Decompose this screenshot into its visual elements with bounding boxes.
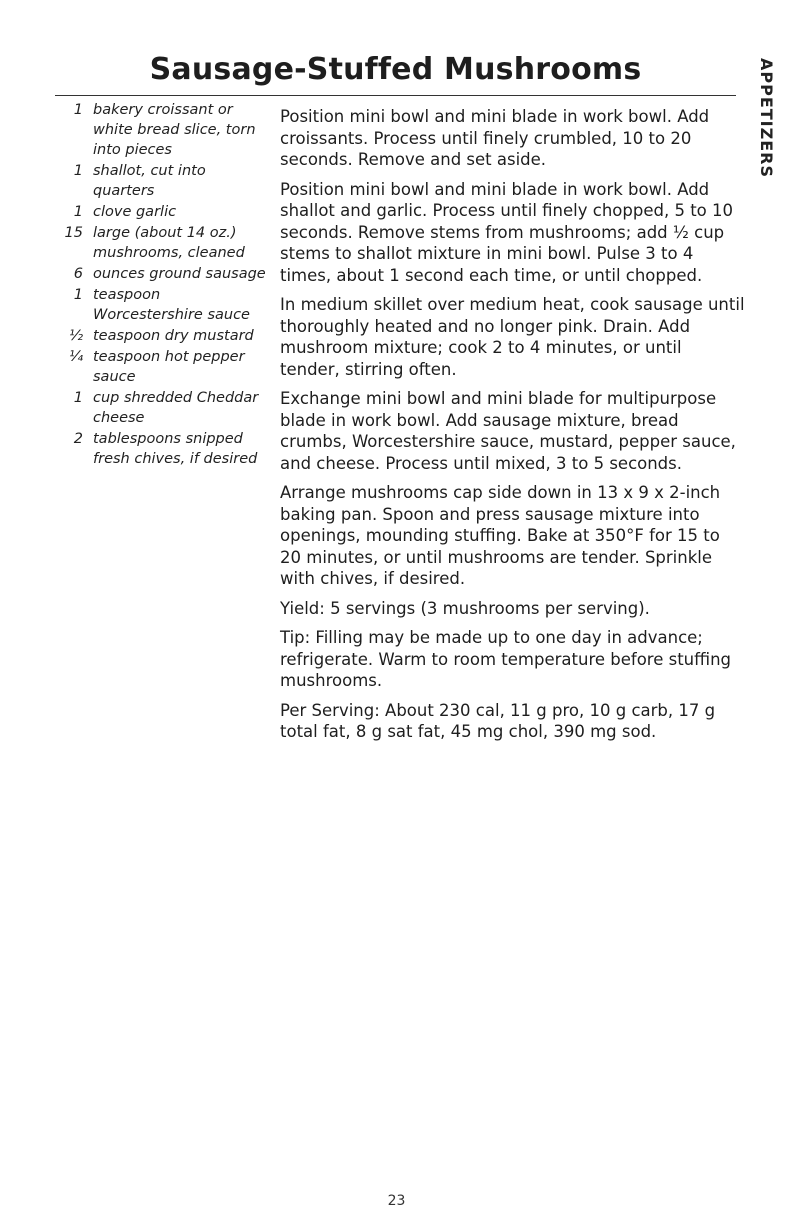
ingredient-item: [55, 161, 270, 201]
page-number: 23: [387, 1193, 406, 1209]
ingredient-item: [55, 285, 270, 325]
section-tab: APPETIZERS: [757, 58, 776, 179]
ingredient-text: teaspoon dry mustard: [93, 328, 254, 344]
method-step: Arrange mushrooms cap side down in 13 x 9 x 2-inch baking pan. Spoon and press sausage mixture into openings, mounding stuffing. Bake at 350°F for 15 to 20 minutes, or until mushrooms are tender. Sprinkle with chives, if desired.: [280, 483, 721, 588]
title-divider: [55, 95, 736, 96]
method-step: Position mini bowl and mini blade in work bowl. Add croissants. Process until finely crumbled, 10 to 20 seconds. Remove and set aside.: [280, 107, 710, 169]
ingredient-qty: 6: [73, 266, 83, 282]
ingredient-item: [55, 223, 270, 263]
ingredient-qty: ½: [68, 328, 83, 344]
yield-text: Yield: 5 servings (3 mushrooms per serving).: [280, 598, 650, 618]
ingredient-text: ounces ground sausage: [93, 266, 266, 282]
ingredient-item: [55, 202, 270, 222]
ingredient-item: [55, 100, 270, 160]
ingredient-text: cup shredded Cheddar cheese: [93, 390, 259, 426]
ingredient-qty: 15: [64, 225, 83, 241]
ingredient-qty: 1: [73, 204, 83, 220]
ingredient-text: large (about 14 oz.) mushrooms, cleaned: [93, 225, 245, 261]
ingredient-item: [55, 388, 270, 428]
nutrition-text: Per Serving: About 230 cal, 11 g pro, 10 g carb, 17 g total fat, 8 g sat fat, 45 mg chol, 390 mg sod.: [280, 700, 716, 741]
ingredient-text: bakery croissant or white bread slice, torn into pieces: [93, 102, 256, 158]
method-step: In medium skillet over medium heat, cook sausage until thoroughly heated and no longer pink. Drain. Add mushroom mixture; cook 2 to 4 minutes, or until tender, stirring often.: [280, 295, 745, 379]
ingredient-qty: 2: [73, 431, 83, 447]
ingredient-qty: 1: [73, 287, 83, 303]
tip-text: Tip: Filling may be made up to one day in advance; refrigerate. Warm to room temperature before stuffing mushrooms.: [280, 628, 732, 690]
page-title: Sausage-Stuffed Mushrooms: [149, 52, 642, 87]
ingredient-item: [55, 429, 270, 469]
ingredient-text: teaspoon Worcestershire sauce: [93, 287, 250, 323]
ingredient-text: tablespoons snipped fresh chives, if desired: [93, 431, 258, 467]
ingredient-qty: ¼: [68, 349, 83, 365]
ingredient-item: [55, 326, 270, 346]
ingredient-qty: 1: [73, 102, 83, 118]
ingredient-item: [55, 347, 270, 387]
method-step: Exchange mini bowl and mini blade for multipurpose blade in work bowl. Add sausage mixture, bread crumbs, Worcestershire sauce, mustard, pepper sauce, and cheese. Process until mixed, 3 to 5 seconds.: [280, 389, 736, 473]
ingredient-text: clove garlic: [93, 204, 177, 220]
method-step: Position mini bowl and mini blade in work bowl. Add shallot and garlic. Process until finely chopped, 5 to 10 seconds. Remove stems from mushrooms; add ½ cup stems to shallot mixture in mini bowl. Pulse 3 to 4 times, about 1 second each time, or until chopped.: [280, 179, 733, 285]
ingredient-text: teaspoon hot pepper sauce: [93, 349, 245, 385]
ingredient-text: shallot, cut into quarters: [93, 163, 206, 199]
ingredient-qty: 1: [73, 163, 83, 179]
ingredient-item: [55, 264, 270, 284]
method-section: [280, 106, 746, 751]
ingredient-qty: 1: [73, 390, 83, 406]
ingredient-list: [55, 100, 270, 470]
